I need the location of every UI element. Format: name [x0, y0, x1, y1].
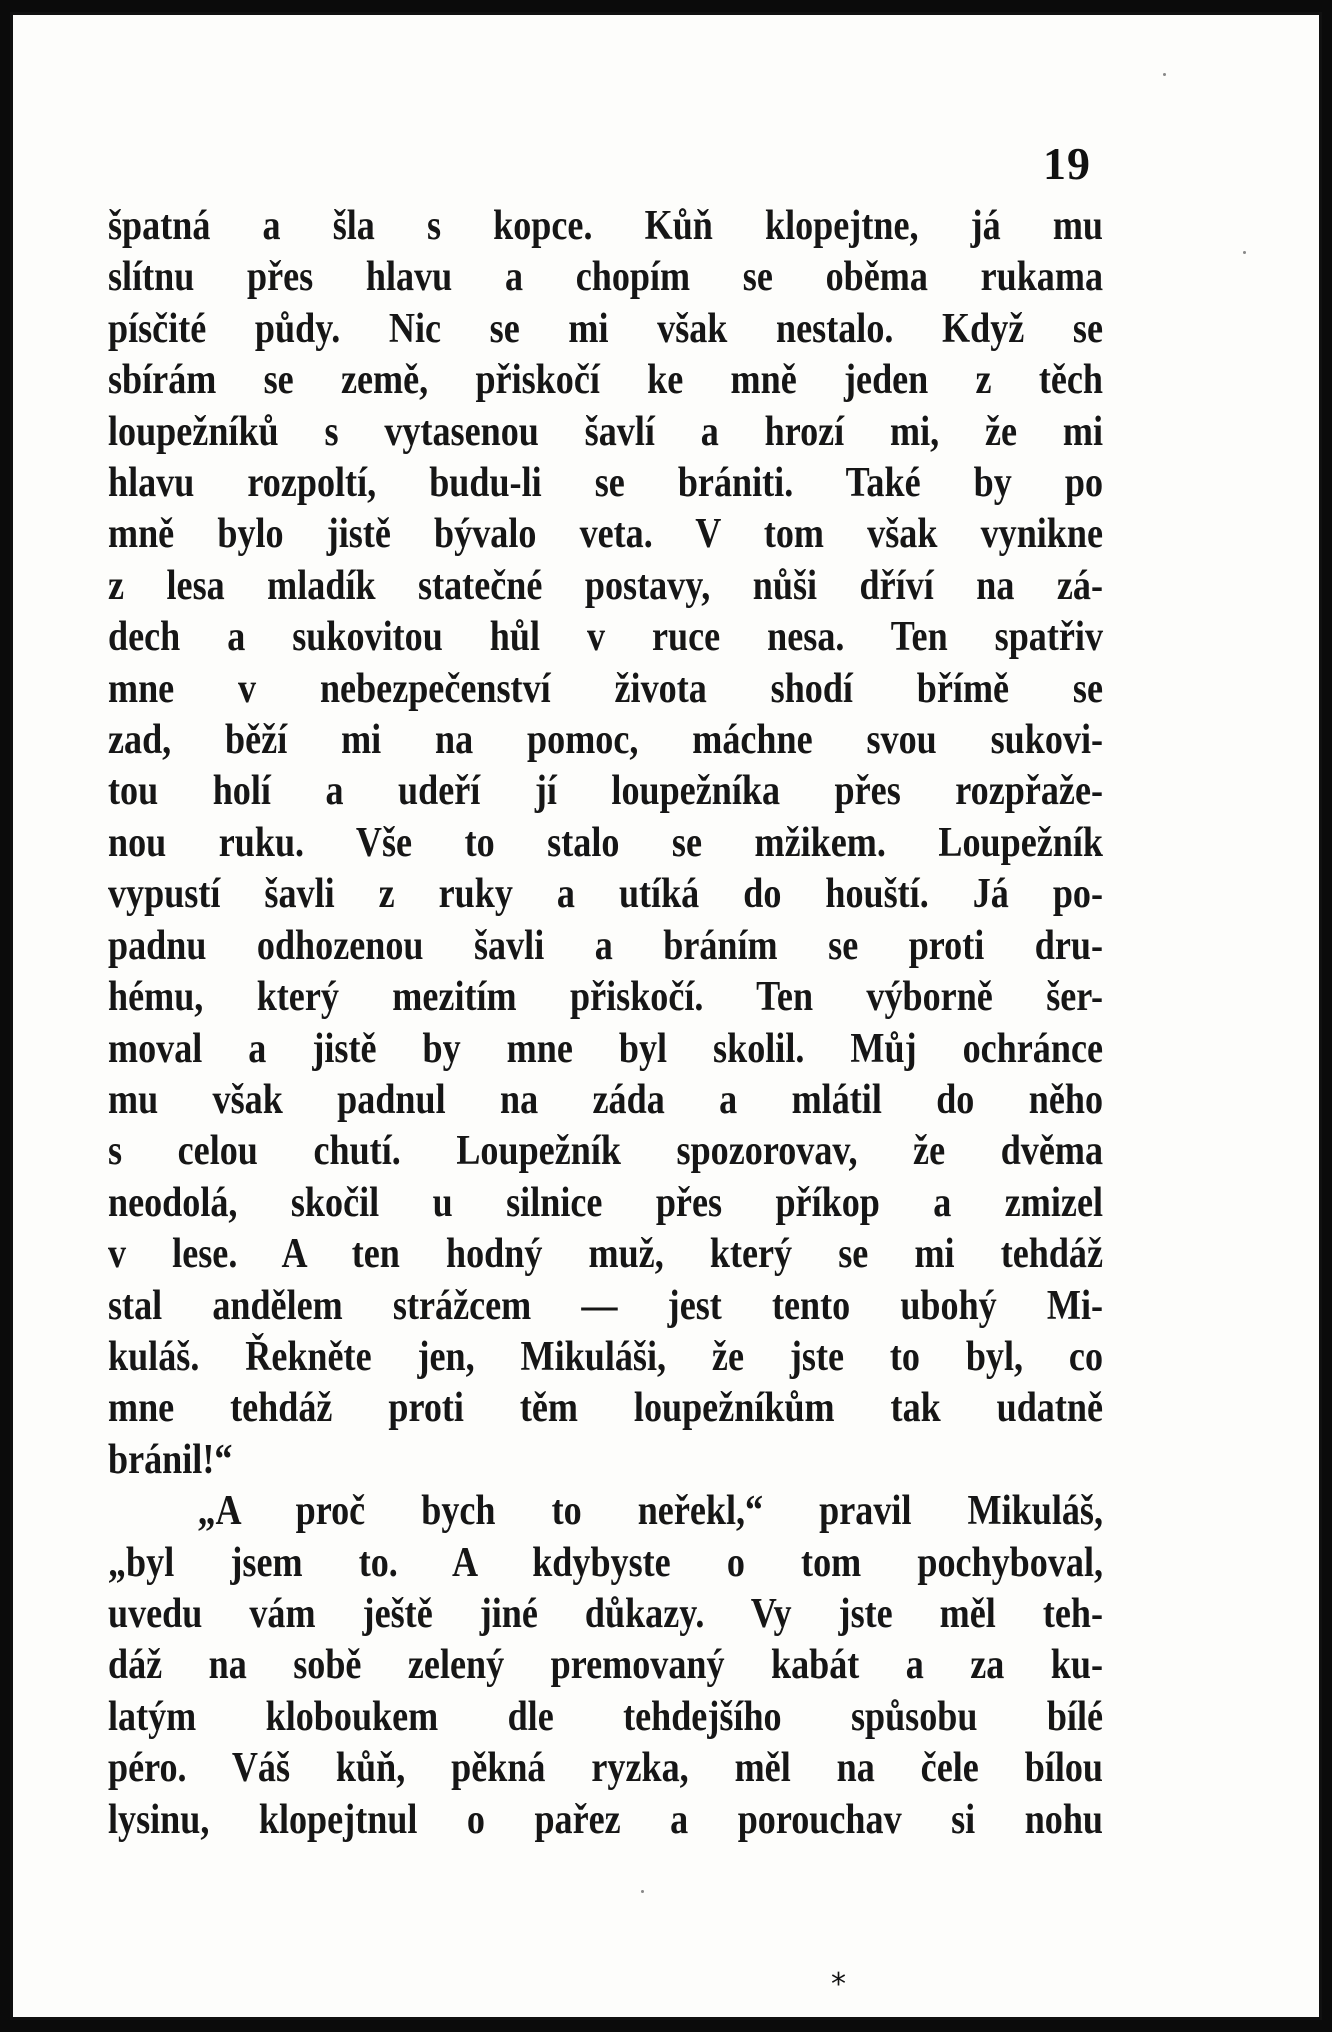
text-line: uvedu vám ještě jiné důkazy. Vy jste měl teh- [108, 1590, 1104, 1637]
text-line: mne tehdáž proti těm loupežníkům tak udatně [108, 1385, 1104, 1432]
text-line: neodolá, skočil u silnice přes příkop a zmizel [108, 1179, 1104, 1226]
body-text [108, 201, 1104, 1846]
text-line: padnu odhozenou šavli a bráním se proti dru- [108, 922, 1104, 969]
paragraph [108, 201, 1104, 1486]
text-line: mně bylo jistě bývalo veta. V tom však vynikne [108, 511, 1104, 558]
text-line: zad, běží mi na pomoc, máchne svou sukovi- [108, 717, 1104, 764]
text-line: vypustí šavli z ruky a utíká do houští. Já po- [108, 871, 1104, 918]
paper-speck [1243, 251, 1246, 254]
book-page [10, 12, 1322, 2020]
signature-mark: * [831, 1967, 846, 2002]
paragraph [108, 1486, 1104, 1846]
text-line: stal andělem strážcem — jest tento ubohý Mi- [108, 1282, 1104, 1329]
text-line: v lese. A ten hodný muž, který se mi tehdáž [108, 1231, 1104, 1278]
text-line: kuláš. Řekněte jen, Mikuláši, že jste to byl, co [108, 1333, 1104, 1380]
text-line: latým kloboukem dle tehdejšího spůsobu bílé [108, 1693, 1104, 1740]
paper-speck [1163, 73, 1166, 76]
text-line: mu však padnul na záda a mlátil do něho [108, 1076, 1104, 1123]
text-line: loupežníků s vytasenou šavlí a hrozí mi, že mi [108, 408, 1104, 455]
text-line: bránil!“ [108, 1436, 233, 1483]
text-line: z lesa mladík statečné postavy, nůši dříví na zá- [108, 562, 1104, 609]
text-line: s celou chutí. Loupežník spozorovav, že dvěma [108, 1128, 1104, 1175]
text-line: mne v nebezpečenství života shodí břímě se [108, 665, 1104, 712]
text-line: hému, který mezitím přiskočí. Ten výborně šer- [108, 974, 1104, 1021]
text-line: „byl jsem to. A kdybyste o tom pochyboval, [108, 1539, 1104, 1586]
text-line: lysinu, klopejtnul o pařez a porouchav si nohu [108, 1796, 1104, 1843]
text-line: dech a sukovitou hůl v ruce nesa. Ten spatřiv [108, 614, 1104, 661]
text-line: „A proč bych to neřekl,“ pravil Mikuláš, [197, 1488, 1104, 1535]
text-line: dáž na sobě zelený premovaný kabát a za ku- [108, 1642, 1104, 1689]
text-line: písčité půdy. Nic se mi však nestalo. Když se [108, 305, 1104, 352]
paper-speck [641, 1890, 644, 1893]
text-line: tou holí a udeří jí loupežníka přes rozpřaže- [108, 768, 1104, 815]
text-line: špatná a šla s kopce. Kůň klopejtne, já mu [108, 203, 1104, 249]
text-line: péro. Váš kůň, pěkná ryzka, měl na čele bílou [108, 1745, 1104, 1792]
text-line: sbírám se země, přiskočí ke mně jeden z těch [108, 357, 1104, 404]
page-number: 19 [1043, 138, 1091, 189]
text-line: moval a jistě by mne byl skolil. Můj ochránce [108, 1025, 1104, 1072]
text-line: slítnu přes hlavu a chopím se oběma rukama [108, 254, 1104, 301]
text-line: nou ruku. Vše to stalo se mžikem. Loupežník [108, 819, 1104, 866]
text-line: hlavu rozpoltí, budu-li se brániti. Také by po [108, 460, 1104, 507]
